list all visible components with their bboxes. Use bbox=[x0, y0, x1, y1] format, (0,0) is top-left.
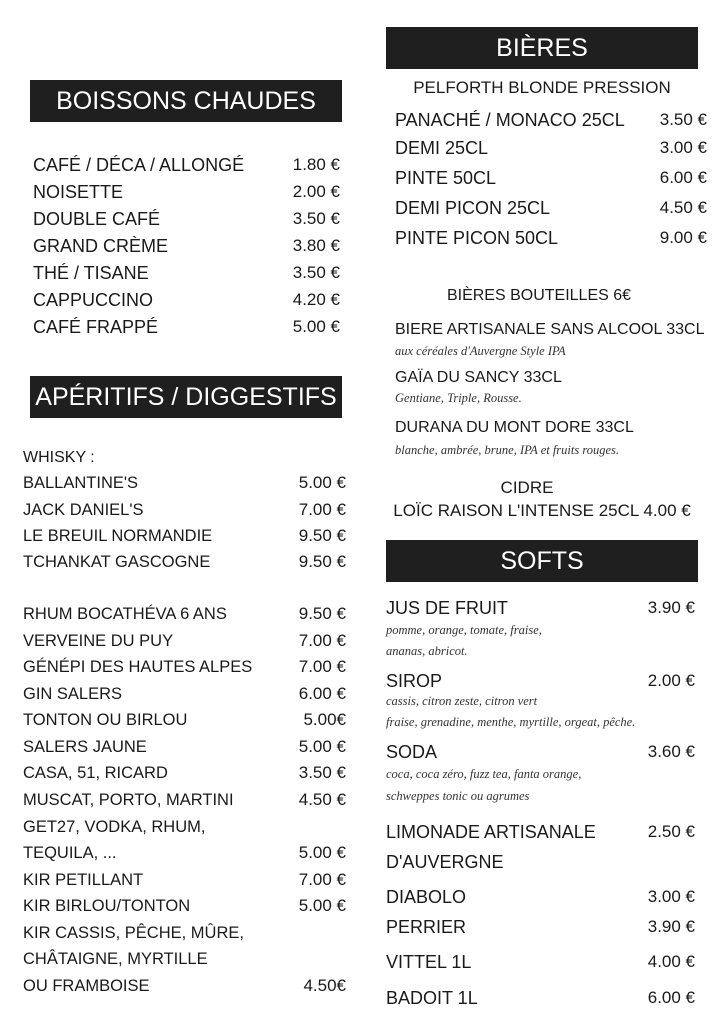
menu-item-name: DEMI 25CL bbox=[395, 138, 489, 158]
menu-item-price: 3.90 € bbox=[647, 917, 695, 936]
menu-item-name: RHUM BOCATHÉVA 6 ANS bbox=[23, 605, 227, 623]
menu-item-name: KIR CASSIS, PÊCHE, MÛRE, bbox=[23, 924, 244, 942]
menu-item-name: JACK DANIEL'S bbox=[23, 501, 144, 519]
menu-item-name: VITTEL 1L bbox=[386, 952, 472, 972]
bottled-beer-description: aux céréales d'Auvergne Style IPA bbox=[395, 344, 566, 358]
bottled-beer-description: blanche, ambrée, brune, IPA et fruits rouges. bbox=[395, 443, 620, 457]
menu-item-name: BALLANTINE'S bbox=[23, 474, 139, 492]
menu-item-price: 9.50 € bbox=[298, 604, 346, 623]
menu-item-name: OU FRAMBOISE bbox=[23, 977, 150, 995]
menu-item-price: 9.00 € bbox=[659, 228, 707, 247]
menu-item-name: SIROP bbox=[386, 671, 443, 691]
menu-item-name: CAFÉ FRAPPÉ bbox=[33, 317, 159, 337]
menu-item-name: TEQUILA, ... bbox=[23, 844, 117, 862]
cider-title: CIDRE bbox=[500, 478, 554, 497]
bottled-beers-title: BIÈRES BOUTEILLES 6€ bbox=[446, 287, 632, 304]
menu-item-name: KIR PETILLANT bbox=[23, 871, 144, 889]
menu-item-name: CASA, 51, RICARD bbox=[23, 764, 168, 782]
menu-item-price: 5.00 € bbox=[298, 737, 346, 756]
menu-item-price: 7.00 € bbox=[298, 657, 346, 676]
section-header-beers: BIÈRES bbox=[386, 27, 698, 69]
menu-item-name: DIABOLO bbox=[386, 887, 467, 907]
menu-item-price: 7.00 € bbox=[298, 500, 346, 519]
menu-item-price: 3.00 € bbox=[659, 138, 707, 157]
section-header-aperitifs: APÉRITIFS / DIGGESTIFS bbox=[30, 376, 342, 418]
menu-item-price: 3.90 € bbox=[647, 598, 695, 617]
menu-item-name: GÉNÉPI DES HAUTES ALPES bbox=[23, 658, 253, 676]
menu-item-name: LIMONADE ARTISANALE bbox=[386, 822, 596, 842]
menu-item-price: 9.50 € bbox=[298, 526, 346, 545]
menu-item-price: 4.50€ bbox=[303, 976, 346, 995]
menu-item-description: cassis, citron zeste, citron vert bbox=[386, 694, 538, 708]
bottled-beer-description: Gentiane, Triple, Rousse. bbox=[395, 391, 522, 405]
menu-item-price: 4.20 € bbox=[292, 290, 340, 309]
menu-item-price: 5.00 € bbox=[298, 843, 346, 862]
menu-item-name: LE BREUIL NORMANDIE bbox=[23, 527, 213, 545]
menu-item-name: NOISETTE bbox=[33, 182, 124, 202]
menu-item-price: 5.00 € bbox=[298, 473, 346, 492]
menu-item-name: TCHANKAT GASCOGNE bbox=[23, 553, 211, 571]
menu-item-price: 5.00€ bbox=[303, 710, 346, 729]
menu-item-name: D'AUVERGNE bbox=[386, 852, 504, 872]
menu-item-name: KIR BIRLOU/TONTON bbox=[23, 897, 191, 915]
menu-item-price: 2.00 € bbox=[292, 182, 340, 201]
menu-item-price: 3.00 € bbox=[647, 887, 695, 906]
menu-item-name: PERRIER bbox=[386, 917, 467, 937]
menu-item-name: BADOIT 1L bbox=[386, 988, 478, 1008]
menu-item-name: TONTON OU BIRLOU bbox=[23, 711, 188, 729]
menu-item-name: SALERS JAUNE bbox=[23, 738, 147, 756]
menu-item-price: 3.60 € bbox=[647, 742, 695, 761]
menu-item-name: CHÂTAIGNE, MYRTILLE bbox=[23, 950, 208, 968]
section-header-hot-drinks: BOISSONS CHAUDES bbox=[30, 80, 342, 122]
cider-item: LOÏC RAISON L'INTENSE 25CL 4.00 € bbox=[393, 501, 691, 520]
menu-item-price: 1.80 € bbox=[292, 155, 340, 174]
menu-item-description: coca, coca zéro, fuzz tea, fanta orange, bbox=[386, 767, 582, 781]
menu-item-name: GRAND CRÈME bbox=[33, 236, 169, 256]
menu-item-description: schweppes tonic ou agrumes bbox=[386, 789, 530, 803]
menu-item-price: 6.00 € bbox=[298, 684, 346, 703]
menu-item-name: SODA bbox=[386, 742, 438, 762]
menu-item-price: 3.50 € bbox=[298, 763, 346, 782]
section-header-softs: SOFTS bbox=[386, 540, 698, 582]
menu-item-name: THÉ / TISANE bbox=[33, 263, 149, 283]
menu-item-name: JUS DE FRUIT bbox=[386, 598, 509, 618]
menu-item-name: PINTE 50CL bbox=[395, 168, 497, 188]
menu-item-name: MUSCAT, PORTO, MARTINI bbox=[23, 791, 234, 809]
menu-item-description: pomme, orange, tomate, fraise, bbox=[386, 623, 542, 637]
whisky-label: WHISKY : bbox=[23, 449, 95, 466]
menu-item-name: GET27, VODKA, RHUM, bbox=[23, 818, 206, 836]
menu-item-price: 3.50 € bbox=[292, 209, 340, 228]
menu-item-price: 4.50 € bbox=[659, 198, 707, 217]
menu-item-name: VERVEINE DU PUY bbox=[23, 632, 174, 650]
menu-item-name: CAPPUCCINO bbox=[33, 290, 154, 310]
bottled-beer-name: DURANA DU MONT DORE 33CL bbox=[395, 419, 634, 436]
menu-item-price: 7.00 € bbox=[298, 870, 346, 889]
menu-item-price: 9.50 € bbox=[298, 552, 346, 571]
menu-item-price: 5.00 € bbox=[298, 896, 346, 915]
menu-item-price: 4.50 € bbox=[298, 790, 346, 809]
menu-item-price: 3.80 € bbox=[292, 236, 340, 255]
draft-beer-title: PELFORTH BLONDE PRESSION bbox=[413, 78, 671, 97]
menu-item-name: PINTE PICON 50CL bbox=[395, 228, 559, 248]
menu-item-name: PANACHÉ / MONACO 25CL bbox=[395, 110, 625, 130]
menu-item-name: DOUBLE CAFÉ bbox=[33, 209, 161, 229]
menu-item-price: 6.00 € bbox=[659, 168, 707, 187]
menu-item-price: 2.00 € bbox=[647, 671, 695, 690]
menu-item-price: 7.00 € bbox=[298, 631, 346, 650]
menu-item-price: 5.00 € bbox=[292, 317, 340, 336]
menu-item-price: 3.50 € bbox=[292, 263, 340, 282]
bottled-beer-name: BIERE ARTISANALE SANS ALCOOL 33CL bbox=[395, 321, 705, 338]
menu-item-name: GIN SALERS bbox=[23, 685, 123, 703]
menu-item-description: fraise, grenadine, menthe, myrtille, orgeat, pêche. bbox=[386, 715, 636, 729]
menu-item-description: ananas, abricot. bbox=[386, 644, 468, 658]
menu-item-price: 3.50 € bbox=[659, 110, 707, 129]
menu-item-price: 4.00 € bbox=[647, 952, 695, 971]
bottled-beer-name: GAÏA DU SANCY 33CL bbox=[395, 369, 562, 386]
menu-item-name: DEMI PICON 25CL bbox=[395, 198, 551, 218]
menu-item-price: 2.50 € bbox=[647, 822, 695, 841]
menu-item-name: CAFÉ / DÉCA / ALLONGÉ bbox=[33, 155, 245, 175]
menu-item-price: 6.00 € bbox=[647, 988, 695, 1007]
